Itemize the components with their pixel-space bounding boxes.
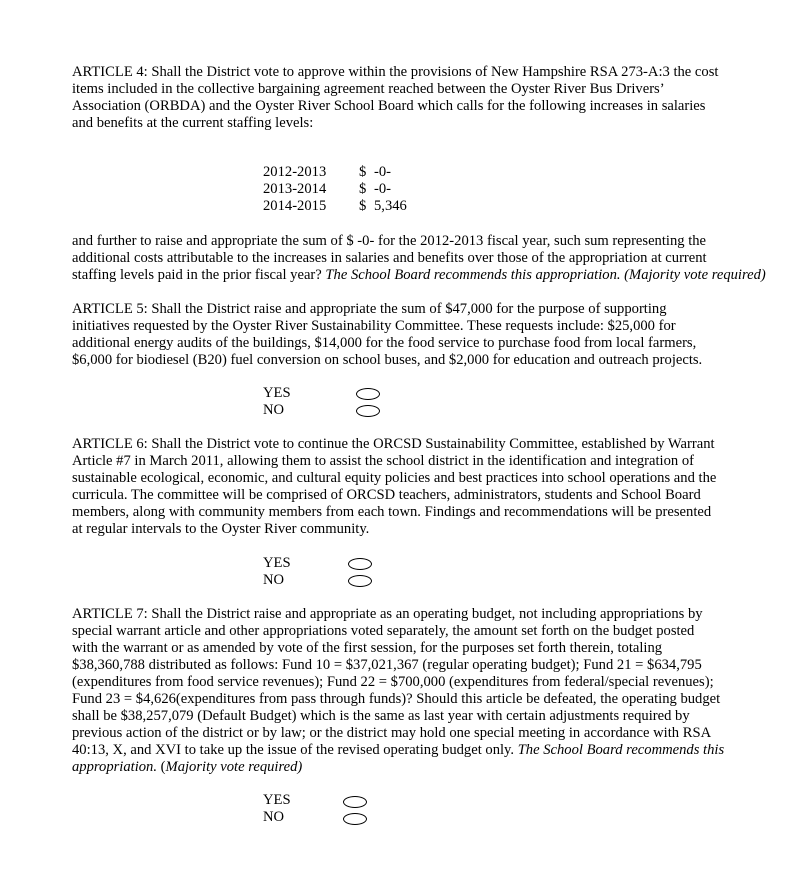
- yes-oval[interactable]: [343, 796, 367, 808]
- cost-table: [263, 164, 407, 215]
- article-7-text: [72, 606, 772, 776]
- text-line: at regular intervals to the Oyster River community.: [72, 521, 370, 537]
- text-line: members, along with community members from each town. Findings and recommendations will be presented: [72, 504, 712, 520]
- no-oval[interactable]: [348, 575, 372, 587]
- yes-label: YES: [263, 555, 291, 571]
- no-oval[interactable]: [343, 813, 367, 825]
- text-line: and further to raise and appropriate the sum of $ -0- for the 2012-2013 fiscal year, such sum representing the: [72, 233, 707, 249]
- recommendation-note: The School Board recommends this appropriation. (Majority vote required): [325, 267, 766, 283]
- cost-amount: 5,346: [374, 198, 407, 214]
- no-oval[interactable]: [356, 405, 380, 417]
- recommendation-note: The School Board recommends this: [517, 742, 725, 758]
- text-segment: (: [157, 759, 166, 775]
- text-line: initiatives requested by the Oyster River Sustainability Committee. These requests include: $25,000 for: [72, 318, 676, 334]
- cost-row: [263, 181, 407, 198]
- vote-requirement-note: Majority vote required): [165, 759, 303, 775]
- cost-currency: $: [359, 181, 367, 197]
- no-label: NO: [263, 809, 285, 825]
- cost-year: 2012-2013: [263, 164, 327, 180]
- text-line: special warrant article and other appropriations voted separately, the amount set forth on the budget posted: [72, 623, 695, 639]
- article-4-text: [72, 64, 772, 132]
- cost-currency: $: [359, 198, 367, 214]
- cost-row: [263, 164, 407, 181]
- yes-label: YES: [263, 385, 291, 401]
- text-line: and benefits at the current staffing levels:: [72, 115, 314, 131]
- cost-year: 2014-2015: [263, 198, 327, 214]
- no-label: NO: [263, 402, 285, 418]
- text-line: previous action of the district or by law; or the district may hold one special meeting in accordance with RSA: [72, 725, 712, 741]
- text-line: shall be $38,257,079 (Default Budget) which is the same as last year with certain adjustments required by: [72, 708, 690, 724]
- text-line: $38,360,788 distributed as follows: Fund 10 = $37,021,367 (regular operating budget); Fund 21 = $634,795: [72, 657, 702, 673]
- text-line: sustainable ecological, economic, and cultural equity policies and best practices into school operations and the: [72, 470, 717, 486]
- yes-oval[interactable]: [356, 388, 380, 400]
- text-line: ARTICLE 5: Shall the District raise and appropriate the sum of $47,000 for the purpose of supporting: [72, 301, 667, 317]
- text-segment: staffing levels paid in the prior fiscal year?: [72, 267, 326, 283]
- text-line: with the warrant or as amended by vote of the first session, for the purposes set forth therein, totaling: [72, 640, 663, 656]
- article-4-continuation: [72, 233, 772, 284]
- text-line: curricula. The committee will be comprised of ORCSD teachers, administrators, students and School Board: [72, 487, 701, 503]
- text-line: [72, 267, 772, 284]
- article-5-ballot: [263, 385, 393, 419]
- text-line: ARTICLE 4: Shall the District vote to approve within the provisions of New Hampshire RSA 273-A:3 the cost: [72, 64, 719, 80]
- yes-oval[interactable]: [348, 558, 372, 570]
- cost-amount: -0-: [374, 181, 392, 197]
- text-line: [72, 742, 772, 759]
- text-segment: 40:13, X, and XVI to take up the issue of the revised operating budget only.: [72, 742, 518, 758]
- yes-label: YES: [263, 792, 291, 808]
- text-line: ARTICLE 7: Shall the District raise and appropriate as an operating budget, not including appropriations by: [72, 606, 703, 622]
- cost-year: 2013-2014: [263, 181, 327, 197]
- cost-row: [263, 198, 407, 215]
- text-line: Fund 23 = $4,626(expenditures from pass through funds)? Should this article be defeated, the operating budget: [72, 691, 721, 707]
- cost-currency: $: [359, 164, 367, 180]
- text-line: Association (ORBDA) and the Oyster River School Board which calls for the following increases in salaries: [72, 98, 706, 114]
- text-line: [72, 759, 772, 776]
- cost-amount: -0-: [374, 164, 392, 180]
- article-6-text: [72, 436, 772, 538]
- text-line: (expenditures from food service revenues); Fund 22 = $700,000 (expenditures from federal/special revenues);: [72, 674, 714, 690]
- no-label: NO: [263, 572, 285, 588]
- article-7-ballot: [263, 792, 393, 826]
- recommendation-note: appropriation.: [72, 759, 158, 775]
- article-6-ballot: [263, 555, 393, 589]
- article-5-text: [72, 301, 772, 369]
- text-line: additional costs attributable to the increases in salaries and benefits over those of the appropriation at current: [72, 250, 707, 266]
- text-line: items included in the collective bargaining agreement reached between the Oyster River Bus Drivers’: [72, 81, 665, 97]
- text-line: ARTICLE 6: Shall the District vote to continue the ORCSD Sustainability Committee, established by Warrant: [72, 436, 715, 452]
- text-line: additional energy audits of the buildings, $14,000 for the food service to purchase food from local farmers,: [72, 335, 697, 351]
- text-line: $6,000 for biodiesel (B20) fuel conversion on school buses, and $2,000 for education and outreach projects.: [72, 352, 703, 368]
- text-line: Article #7 in March 2011, allowing them to assist the school district in the identification and integration of: [72, 453, 694, 469]
